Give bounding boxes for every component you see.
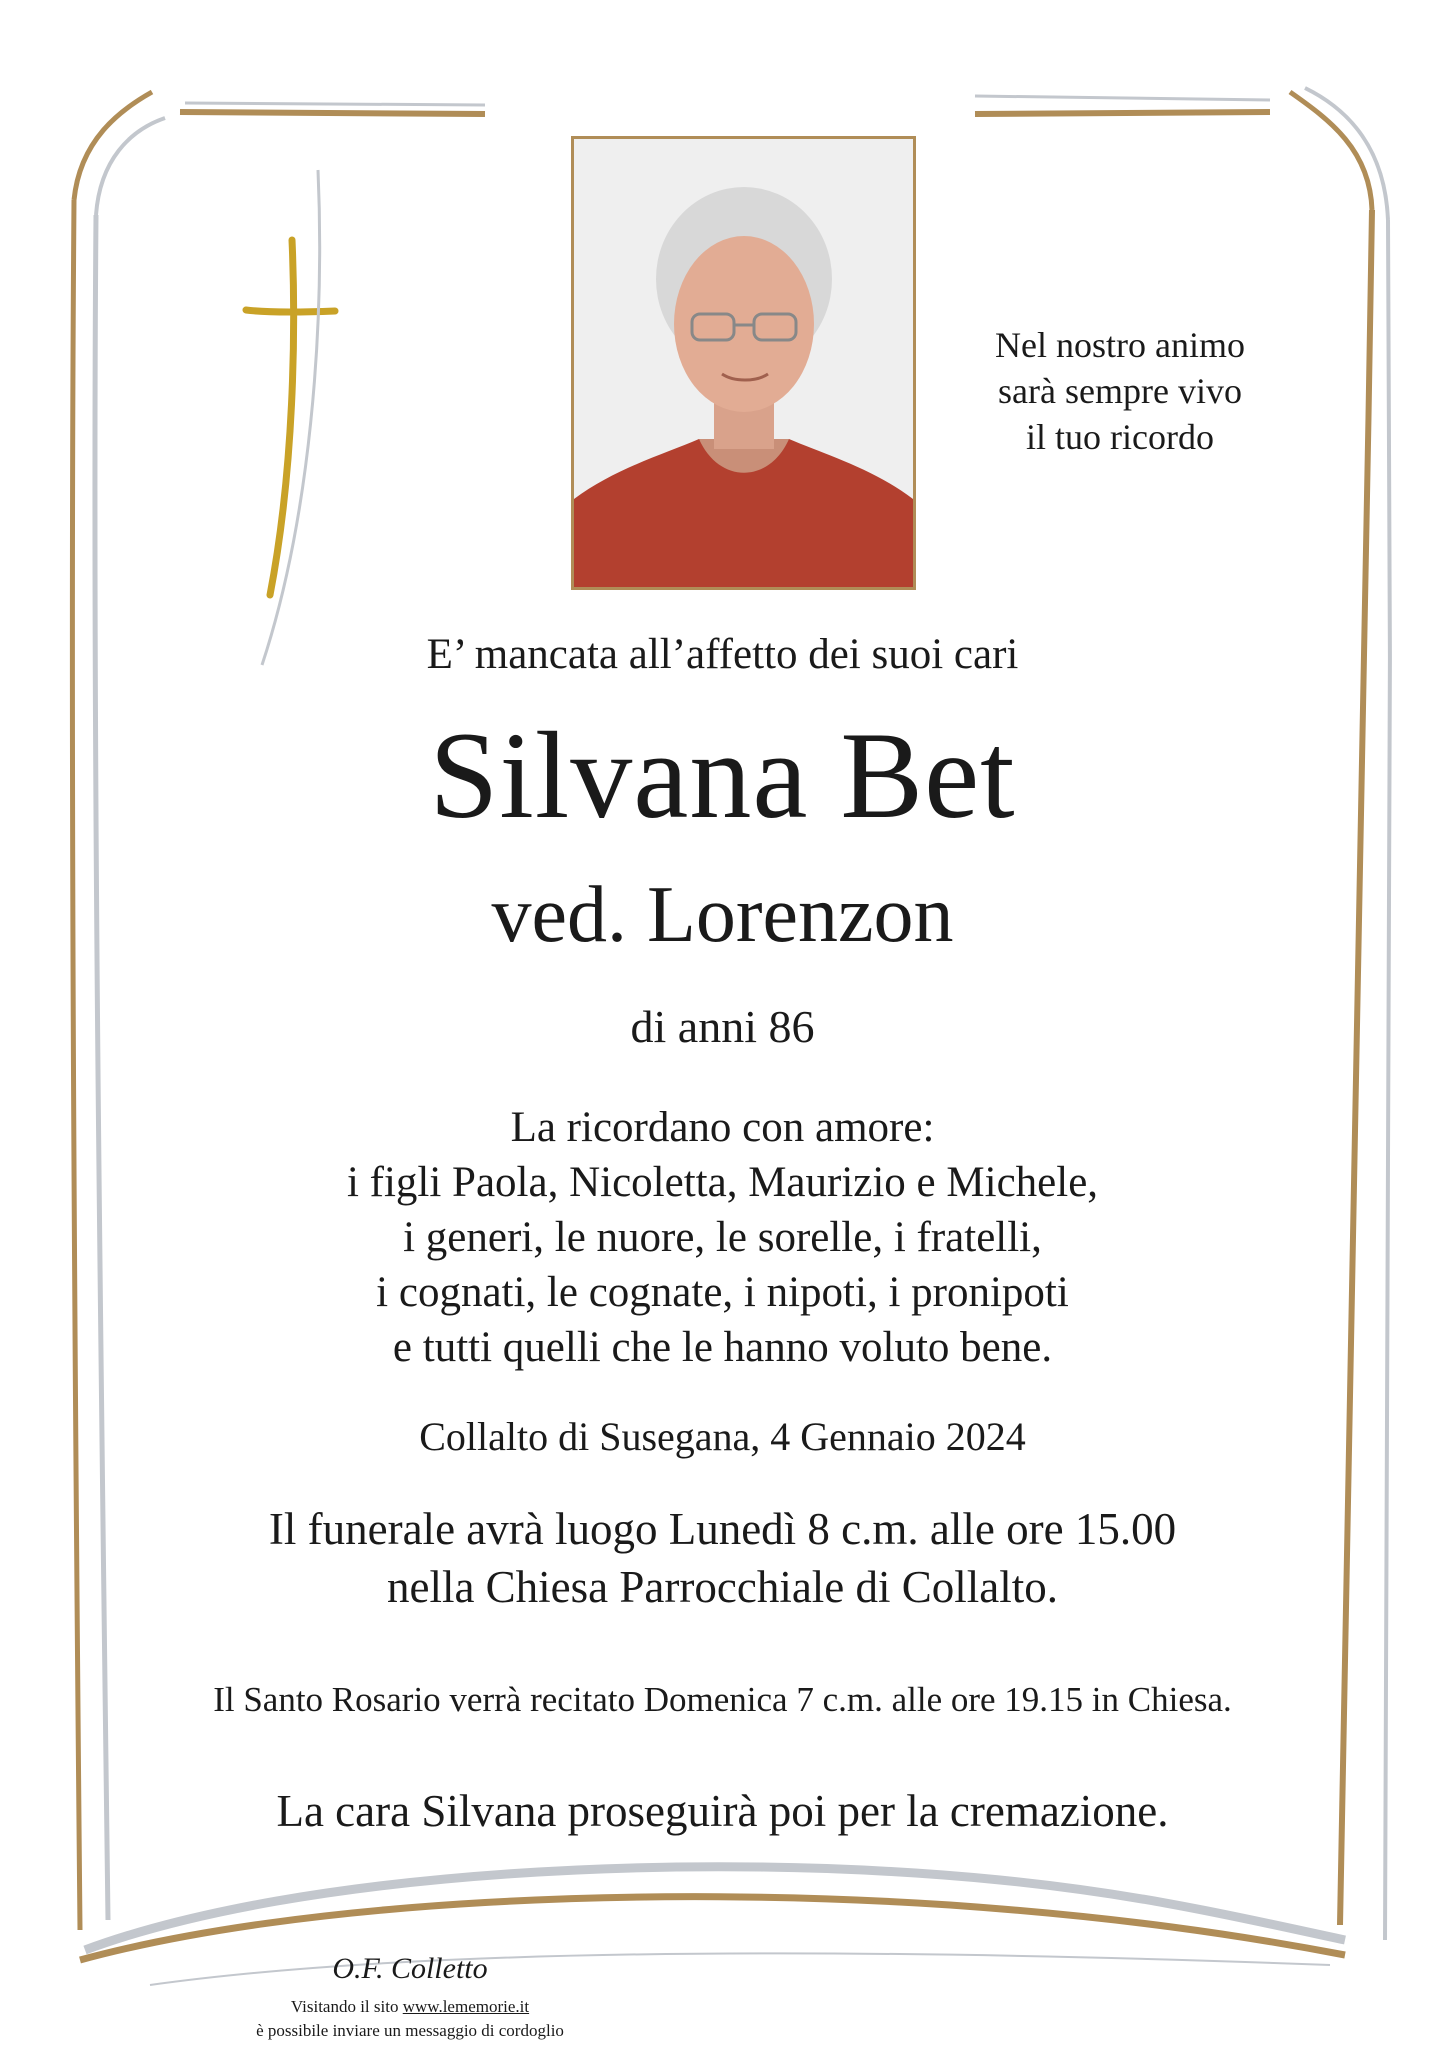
footer-message-line: è possibile inviare un messaggio di cordoglio	[256, 2021, 564, 2040]
remembered-line: i cognati, le cognate, i nipoti, i pronipoti	[376, 1269, 1069, 1316]
frame-right-curl-gold	[1290, 92, 1372, 210]
deceased-name: Silvana Bet	[429, 707, 1016, 844]
footer-visit-line	[220, 1997, 600, 2017]
portrait-photo	[571, 136, 916, 590]
remembered-by	[0, 1100, 1445, 1375]
frame-top-right-line-silver	[975, 96, 1270, 100]
frame-top-left-line-gold	[180, 112, 485, 114]
frame-left-curl-silver	[96, 118, 165, 215]
frame-right-line-gold	[1340, 210, 1372, 1925]
frame-left-line-gold	[72, 200, 80, 1930]
frame-top-right-line-gold	[975, 112, 1270, 114]
cremation-info: La cara Silvana proseguirà poi per la cremazione.	[276, 1786, 1169, 1836]
funeral-line: nella Chiesa Parrocchiale di Collalto.	[386, 1562, 1059, 1612]
remembered-line: La ricordano con amore:	[510, 1104, 935, 1151]
rosary-info: Il Santo Rosario verrà recitato Domenica 7 c.m. alle ore 19.15 in Chiesa.	[213, 1680, 1232, 1719]
frame-left-line-silver	[95, 215, 108, 1920]
married-name: ved. Lorenzon	[491, 871, 954, 959]
frame-left-curl-gold	[74, 92, 152, 200]
memorial-site-link[interactable]: www.lememorie.it	[402, 1997, 530, 2016]
funeral-info	[0, 1500, 1445, 1616]
memorial-quote	[955, 322, 1285, 460]
funeral-line: Il funerale avrà luogo Lunedì 8 c.m. alle ore 15.00	[268, 1504, 1177, 1554]
place-date: Collalto di Susegana, 4 Gennaio 2024	[419, 1414, 1026, 1459]
frame-bottom-swoosh-silver	[85, 1867, 1345, 1950]
remembered-line: e tutti quelli che le hanno voluto bene.	[392, 1324, 1053, 1371]
remembered-line: i generi, le nuore, le sorelle, i fratelli,	[403, 1214, 1042, 1261]
quote-line: sarà sempre vivo	[998, 371, 1242, 411]
quote-line: Nel nostro animo	[995, 325, 1245, 365]
quote-line: il tuo ricordo	[1026, 417, 1214, 457]
deceased-age: di anni 86	[630, 1001, 815, 1052]
cross-icon	[246, 170, 335, 665]
frame-top-left-line-silver	[185, 103, 485, 105]
footer-visit-prefix: Visitando il sito	[290, 1997, 403, 2016]
remembered-line: i figli Paola, Nicoletta, Maurizio e Michele,	[346, 1159, 1099, 1206]
funeral-home-name: O.F. Colletto	[332, 1952, 488, 1985]
intro-text: E’ mancata all’affetto dei suoi cari	[426, 631, 1019, 678]
frame-right-curl-silver	[1305, 88, 1388, 220]
